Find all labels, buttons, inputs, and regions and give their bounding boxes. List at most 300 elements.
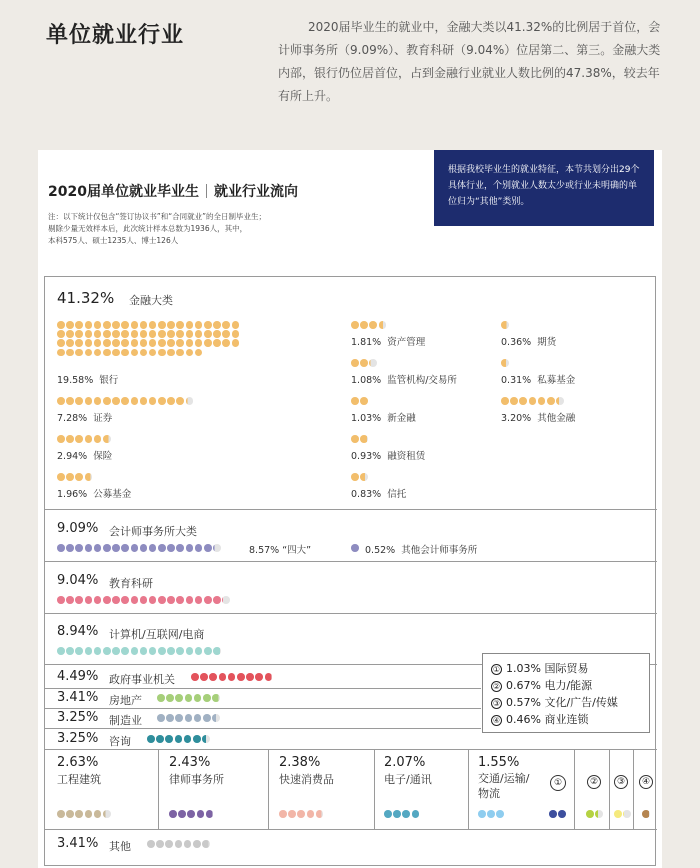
unit-dot bbox=[478, 810, 486, 818]
unit-dot bbox=[140, 321, 148, 329]
consulting-label: 咨询 bbox=[109, 735, 131, 748]
sub-label: 新金融 bbox=[387, 413, 416, 424]
unit-dot bbox=[158, 544, 166, 552]
card-title-right: 就业行业流向 bbox=[213, 184, 298, 200]
unit-dot bbox=[147, 840, 155, 848]
unit-dot bbox=[169, 810, 177, 818]
dots-futures bbox=[501, 321, 621, 330]
unit-dot bbox=[66, 349, 74, 357]
finance-pct: 41.32% bbox=[57, 289, 115, 307]
unit-dot bbox=[149, 349, 157, 357]
unit-dot bbox=[149, 339, 157, 347]
unit-dot bbox=[158, 397, 166, 405]
unit-dot bbox=[360, 359, 368, 367]
unit-dot bbox=[149, 330, 157, 338]
row-divider bbox=[45, 613, 657, 614]
unit-dot bbox=[187, 810, 195, 818]
row-divider bbox=[45, 829, 657, 830]
unit-dot bbox=[66, 435, 74, 443]
row-divider bbox=[45, 688, 481, 689]
unit-dot bbox=[131, 647, 139, 655]
legend-num: ④ bbox=[492, 716, 501, 725]
unit-dot bbox=[195, 596, 203, 604]
unit-dot bbox=[165, 735, 173, 743]
row-divider bbox=[45, 708, 481, 709]
dots-public-fund bbox=[57, 473, 249, 482]
unit-dot bbox=[191, 673, 199, 681]
note-line: 注：以下统计仅包含“签订协议书”和“合同就业”的全日制毕业生； bbox=[48, 212, 267, 221]
unit-dot bbox=[121, 339, 129, 347]
unit-dot bbox=[204, 339, 212, 347]
unit-dot bbox=[195, 330, 203, 338]
fmcg-label: 快速消费品 bbox=[279, 773, 334, 786]
unit-dot bbox=[75, 339, 83, 347]
sub-pct: 2.94% bbox=[57, 451, 88, 462]
card-title bbox=[48, 181, 298, 201]
unit-dot bbox=[519, 397, 527, 405]
unit-dot bbox=[351, 473, 359, 481]
partial-unit-dot bbox=[642, 810, 650, 818]
partial-unit-dot bbox=[316, 810, 324, 818]
partial-unit-dot bbox=[213, 544, 221, 552]
partial-unit-dot bbox=[501, 359, 509, 367]
unit-dot bbox=[204, 647, 212, 655]
construction-label: 工程建筑 bbox=[57, 773, 101, 786]
unit-dot bbox=[186, 339, 194, 347]
dots-law bbox=[169, 810, 269, 819]
unit-dot bbox=[213, 339, 221, 347]
unit-dot bbox=[94, 647, 102, 655]
unit-dot bbox=[147, 735, 155, 743]
unit-dot bbox=[75, 473, 83, 481]
unit-dot bbox=[167, 544, 175, 552]
fmcg-pct: 2.38% bbox=[279, 755, 321, 770]
unit-dot bbox=[75, 647, 83, 655]
row-divider bbox=[45, 561, 657, 562]
legend-pct: 0.67% bbox=[506, 679, 541, 692]
unit-dot bbox=[85, 544, 93, 552]
other-pct: 3.41% bbox=[57, 836, 99, 851]
transport-label: 交通/运输/物流 bbox=[478, 772, 530, 800]
unit-dot bbox=[121, 349, 129, 357]
unit-dot bbox=[112, 349, 120, 357]
unit-dot bbox=[501, 397, 509, 405]
unit-dot bbox=[167, 349, 175, 357]
unit-dot bbox=[167, 647, 175, 655]
unit-dot bbox=[232, 330, 240, 338]
partial-unit-dot bbox=[186, 397, 194, 405]
unit-dot bbox=[167, 397, 175, 405]
unit-dot bbox=[75, 596, 83, 604]
dots-private-fund bbox=[501, 359, 621, 368]
electronics-pct: 2.07% bbox=[384, 755, 426, 770]
unit-dot bbox=[185, 694, 193, 702]
unit-dot bbox=[85, 321, 93, 329]
unit-dot bbox=[131, 321, 139, 329]
unit-dot bbox=[222, 339, 230, 347]
unit-dot bbox=[203, 714, 211, 722]
mini-col-num: ③ bbox=[614, 775, 628, 789]
unit-dot bbox=[360, 321, 368, 329]
unit-dot bbox=[66, 397, 74, 405]
dots-realestate bbox=[157, 694, 277, 703]
realestate-label: 房地产 bbox=[109, 694, 142, 707]
unit-dot bbox=[85, 647, 93, 655]
realestate-pct: 3.41% bbox=[57, 690, 99, 705]
mini-col-num: ④ bbox=[639, 775, 653, 789]
legend-pct: 1.03% bbox=[506, 662, 541, 675]
unit-dot bbox=[175, 840, 183, 848]
unit-dot bbox=[402, 810, 410, 818]
dots-computer bbox=[57, 647, 277, 656]
row-divider bbox=[45, 749, 657, 750]
unit-dot bbox=[112, 647, 120, 655]
partial-unit-dot bbox=[360, 473, 368, 481]
unit-dot bbox=[57, 544, 65, 552]
unit-dot bbox=[103, 397, 111, 405]
unit-dot bbox=[75, 330, 83, 338]
unit-dot bbox=[131, 349, 139, 357]
accounting-label: 会计师事务所大类 bbox=[109, 525, 197, 538]
sub-bank bbox=[57, 372, 118, 386]
unit-dot bbox=[57, 435, 65, 443]
unit-dot bbox=[157, 694, 165, 702]
unit-dot bbox=[195, 647, 203, 655]
law-label: 律师事务所 bbox=[169, 773, 224, 786]
unit-dot bbox=[85, 810, 93, 818]
sub-label: 期货 bbox=[537, 337, 557, 348]
partial-unit-dot bbox=[212, 714, 220, 722]
education-pct: 9.04% bbox=[57, 573, 99, 588]
unit-dot bbox=[140, 647, 148, 655]
accounting-pct: 9.09% bbox=[57, 521, 99, 536]
unit-dot bbox=[176, 544, 184, 552]
industry-card bbox=[38, 150, 662, 868]
unit-dot bbox=[66, 544, 74, 552]
unit-dot bbox=[204, 596, 212, 604]
government-label: 政府事业机关 bbox=[109, 673, 175, 686]
dots-big-four bbox=[57, 544, 257, 553]
note-line: 本科575人、硕士1235人、博士126人 bbox=[48, 236, 179, 245]
unit-dot bbox=[393, 810, 401, 818]
unit-dot bbox=[195, 349, 203, 357]
unit-dot bbox=[232, 321, 240, 329]
unit-dot bbox=[57, 810, 65, 818]
unit-dot bbox=[232, 339, 240, 347]
sub-pct: 8.57% bbox=[249, 545, 280, 556]
legend-item bbox=[491, 711, 641, 728]
unit-dot bbox=[149, 596, 157, 604]
consulting-pct: 3.25% bbox=[57, 731, 99, 746]
partial-unit-dot bbox=[595, 810, 603, 818]
unit-dot bbox=[157, 714, 165, 722]
electronics-label: 电子/通讯 bbox=[384, 773, 432, 786]
unit-dot bbox=[288, 810, 296, 818]
unit-dot bbox=[140, 339, 148, 347]
unit-dot bbox=[121, 544, 129, 552]
unit-dot bbox=[614, 810, 622, 818]
unit-dot bbox=[186, 330, 194, 338]
sub-big-four bbox=[249, 542, 311, 556]
unit-dot bbox=[121, 647, 129, 655]
unit-dot bbox=[94, 321, 102, 329]
legend-pct: 0.57% bbox=[506, 696, 541, 709]
computer-label: 计算机/互联网/电商 bbox=[109, 628, 205, 641]
sub-pct: 3.20% bbox=[501, 413, 532, 424]
dots-manufacturing bbox=[157, 714, 277, 723]
other-label: 其他 bbox=[109, 840, 131, 853]
unit-dot bbox=[112, 339, 120, 347]
sub-public-fund bbox=[57, 486, 131, 500]
sub-label: 私募基金 bbox=[537, 375, 576, 386]
unit-dot bbox=[149, 544, 157, 552]
unit-dot bbox=[156, 840, 164, 848]
unit-dot bbox=[186, 647, 194, 655]
unit-dot bbox=[112, 330, 120, 338]
unit-dot bbox=[66, 596, 74, 604]
dots-new-finance bbox=[351, 397, 471, 406]
unit-dot bbox=[103, 330, 111, 338]
unit-dot bbox=[176, 321, 184, 329]
unit-dot bbox=[200, 673, 208, 681]
unit-dot bbox=[75, 544, 83, 552]
dots-electronics bbox=[384, 810, 474, 819]
sub-pct: 19.58% bbox=[57, 375, 94, 386]
manufacturing-pct: 3.25% bbox=[57, 710, 99, 725]
unit-dot bbox=[94, 349, 102, 357]
unit-dot bbox=[94, 397, 102, 405]
page-title: 单位就业行业 bbox=[46, 23, 185, 48]
sub-pct: 1.81% bbox=[351, 337, 382, 348]
unit-dot bbox=[204, 330, 212, 338]
dots-securities bbox=[57, 397, 249, 406]
unit-dot bbox=[351, 435, 359, 443]
dots-other bbox=[147, 840, 267, 849]
unit-dot bbox=[219, 673, 227, 681]
dots-education bbox=[57, 596, 277, 605]
unit-dot bbox=[167, 339, 175, 347]
unit-dot bbox=[75, 397, 83, 405]
unit-dot bbox=[85, 397, 93, 405]
sub-pct: 1.08% bbox=[351, 375, 382, 386]
dots-consulting bbox=[147, 735, 267, 744]
unit-dot bbox=[57, 330, 65, 338]
sub-label: 监管机构/交易所 bbox=[387, 375, 457, 386]
unit-dot bbox=[121, 330, 129, 338]
unit-dot bbox=[351, 359, 359, 367]
unit-dot bbox=[66, 473, 74, 481]
unit-dot bbox=[66, 330, 74, 338]
unit-dot bbox=[175, 735, 183, 743]
manufacturing-label: 制造业 bbox=[109, 714, 142, 727]
transport-pct: 1.55% bbox=[478, 755, 520, 770]
unit-dot bbox=[204, 321, 212, 329]
dots-bank bbox=[57, 321, 249, 358]
sub-label: 融资租赁 bbox=[387, 451, 426, 462]
education-label: 教育科研 bbox=[109, 577, 153, 590]
partial-unit-dot bbox=[379, 321, 387, 329]
legend-label: 文化/广告/传媒 bbox=[544, 696, 618, 709]
unit-dot bbox=[85, 339, 93, 347]
unit-dot bbox=[184, 840, 192, 848]
legend-label: 电力/能源 bbox=[544, 679, 593, 692]
unit-dot bbox=[186, 321, 194, 329]
row-divider bbox=[45, 509, 657, 510]
unit-dot bbox=[167, 321, 175, 329]
unit-dot bbox=[558, 810, 566, 818]
legend-num: ② bbox=[492, 682, 501, 691]
title-divider bbox=[206, 184, 207, 198]
sub-label: 其他金融 bbox=[537, 413, 576, 424]
unit-dot bbox=[167, 596, 175, 604]
partial-unit-dot bbox=[202, 840, 210, 848]
unit-dot bbox=[167, 330, 175, 338]
legend-item bbox=[491, 660, 641, 677]
sub-futures bbox=[501, 334, 556, 348]
dots-power bbox=[586, 810, 610, 819]
unit-dot bbox=[547, 397, 555, 405]
construction-pct: 2.63% bbox=[57, 755, 99, 770]
unit-dot bbox=[195, 339, 203, 347]
sub-private-fund bbox=[501, 372, 575, 386]
legend-num: ① bbox=[492, 665, 501, 674]
sub-pct: 0.83% bbox=[351, 489, 382, 500]
unit-dot bbox=[586, 810, 594, 818]
legend-label: 国际贸易 bbox=[544, 662, 589, 675]
unit-dot bbox=[209, 673, 217, 681]
unit-dot bbox=[75, 349, 83, 357]
legend-item bbox=[491, 677, 641, 694]
partial-unit-dot bbox=[623, 810, 631, 818]
unit-dot bbox=[156, 735, 164, 743]
dots-trade bbox=[549, 810, 579, 819]
unit-dot bbox=[351, 544, 359, 552]
unit-dot bbox=[66, 321, 74, 329]
dots-fmcg bbox=[279, 810, 379, 819]
unit-dot bbox=[57, 647, 65, 655]
unit-dot bbox=[255, 673, 263, 681]
unit-dot bbox=[538, 397, 546, 405]
unit-dot bbox=[213, 596, 221, 604]
government-pct: 4.49% bbox=[57, 669, 99, 684]
sub-label: “四大” bbox=[282, 545, 312, 556]
partial-unit-dot bbox=[213, 647, 221, 655]
sample-note bbox=[48, 211, 266, 247]
unit-dot bbox=[166, 714, 174, 722]
partial-unit-dot bbox=[369, 359, 377, 367]
unit-dot bbox=[178, 810, 186, 818]
unit-dot bbox=[307, 810, 315, 818]
legend-item bbox=[491, 694, 641, 711]
sub-new-finance bbox=[351, 410, 416, 424]
unit-dot bbox=[529, 397, 537, 405]
unit-dot bbox=[195, 544, 203, 552]
unit-dot bbox=[176, 339, 184, 347]
unit-dot bbox=[57, 321, 65, 329]
unit-dot bbox=[121, 397, 129, 405]
unit-dot bbox=[94, 596, 102, 604]
unit-dot bbox=[131, 330, 139, 338]
unit-dot bbox=[193, 735, 201, 743]
unit-dot bbox=[351, 397, 359, 405]
unit-dot bbox=[103, 544, 111, 552]
sub-asset-mgmt bbox=[351, 334, 425, 348]
unit-dot bbox=[103, 349, 111, 357]
unit-dot bbox=[213, 321, 221, 329]
dots-construction bbox=[57, 810, 157, 819]
sub-leasing bbox=[351, 448, 425, 462]
unit-dot bbox=[487, 810, 495, 818]
sub-label: 证券 bbox=[93, 413, 113, 424]
sub-other-finance bbox=[501, 410, 575, 424]
intro-paragraph: 2020届毕业生的就业中，金融大类以41.32%的比例居于首位，会计师事务所（9.09%）、教育科研（9.04%）位居第二、第三。金融大类内部，银行仍位居首位，占到金融行业就业人数比例的47.38%，较去年有所上升。 bbox=[278, 20, 661, 103]
dots-trust bbox=[351, 473, 471, 482]
sub-label: 保险 bbox=[93, 451, 113, 462]
unit-dot bbox=[175, 694, 183, 702]
unit-dot bbox=[549, 810, 557, 818]
unit-dot bbox=[176, 397, 184, 405]
unit-dot bbox=[176, 349, 184, 357]
unit-dot bbox=[57, 397, 65, 405]
unit-dot bbox=[186, 349, 194, 357]
unit-dot bbox=[185, 714, 193, 722]
unit-dot bbox=[158, 321, 166, 329]
dots-regulator bbox=[351, 359, 471, 368]
sub-insurance bbox=[57, 448, 112, 462]
unit-dot bbox=[158, 349, 166, 357]
unit-dot bbox=[94, 435, 102, 443]
partial-unit-dot bbox=[501, 321, 509, 329]
unit-dot bbox=[85, 596, 93, 604]
unit-dot bbox=[66, 810, 74, 818]
unit-dot bbox=[193, 840, 201, 848]
partial-unit-dot bbox=[103, 435, 111, 443]
unit-dot bbox=[94, 810, 102, 818]
unit-dot bbox=[140, 596, 148, 604]
partial-unit-dot bbox=[103, 810, 111, 818]
dots-culture bbox=[614, 810, 638, 819]
unit-dot bbox=[496, 810, 504, 818]
info-box: 根据我校毕业生的就业特征，本节共划分出29个具体行业，个别就业人数太少或行业未明确的单位归为“其他”类别。 bbox=[434, 150, 654, 226]
unit-dot bbox=[158, 596, 166, 604]
unit-dot bbox=[75, 321, 83, 329]
unit-dot bbox=[197, 810, 205, 818]
unit-dot bbox=[194, 714, 202, 722]
unit-dot bbox=[75, 435, 83, 443]
unit-dot bbox=[369, 321, 377, 329]
partial-unit-dot bbox=[556, 397, 564, 405]
unit-dot bbox=[186, 596, 194, 604]
dots-leasing bbox=[351, 435, 471, 444]
partial-unit-dot bbox=[206, 810, 214, 818]
sub-label: 公募基金 bbox=[93, 489, 132, 500]
dots-government bbox=[191, 673, 311, 682]
sub-label: 信托 bbox=[387, 489, 407, 500]
unit-dot bbox=[158, 339, 166, 347]
partial-unit-dot bbox=[202, 735, 210, 743]
unit-dot bbox=[85, 349, 93, 357]
unit-dot bbox=[176, 596, 184, 604]
sub-label: 资产管理 bbox=[387, 337, 426, 348]
unit-dot bbox=[57, 473, 65, 481]
sub-pct: 1.03% bbox=[351, 413, 382, 424]
unit-dot bbox=[57, 596, 65, 604]
legend-pct: 0.46% bbox=[506, 713, 541, 726]
unit-dot bbox=[57, 339, 65, 347]
sub-pct: 0.52% bbox=[365, 545, 396, 556]
unit-dot bbox=[57, 349, 65, 357]
sub-pct: 7.28% bbox=[57, 413, 88, 424]
